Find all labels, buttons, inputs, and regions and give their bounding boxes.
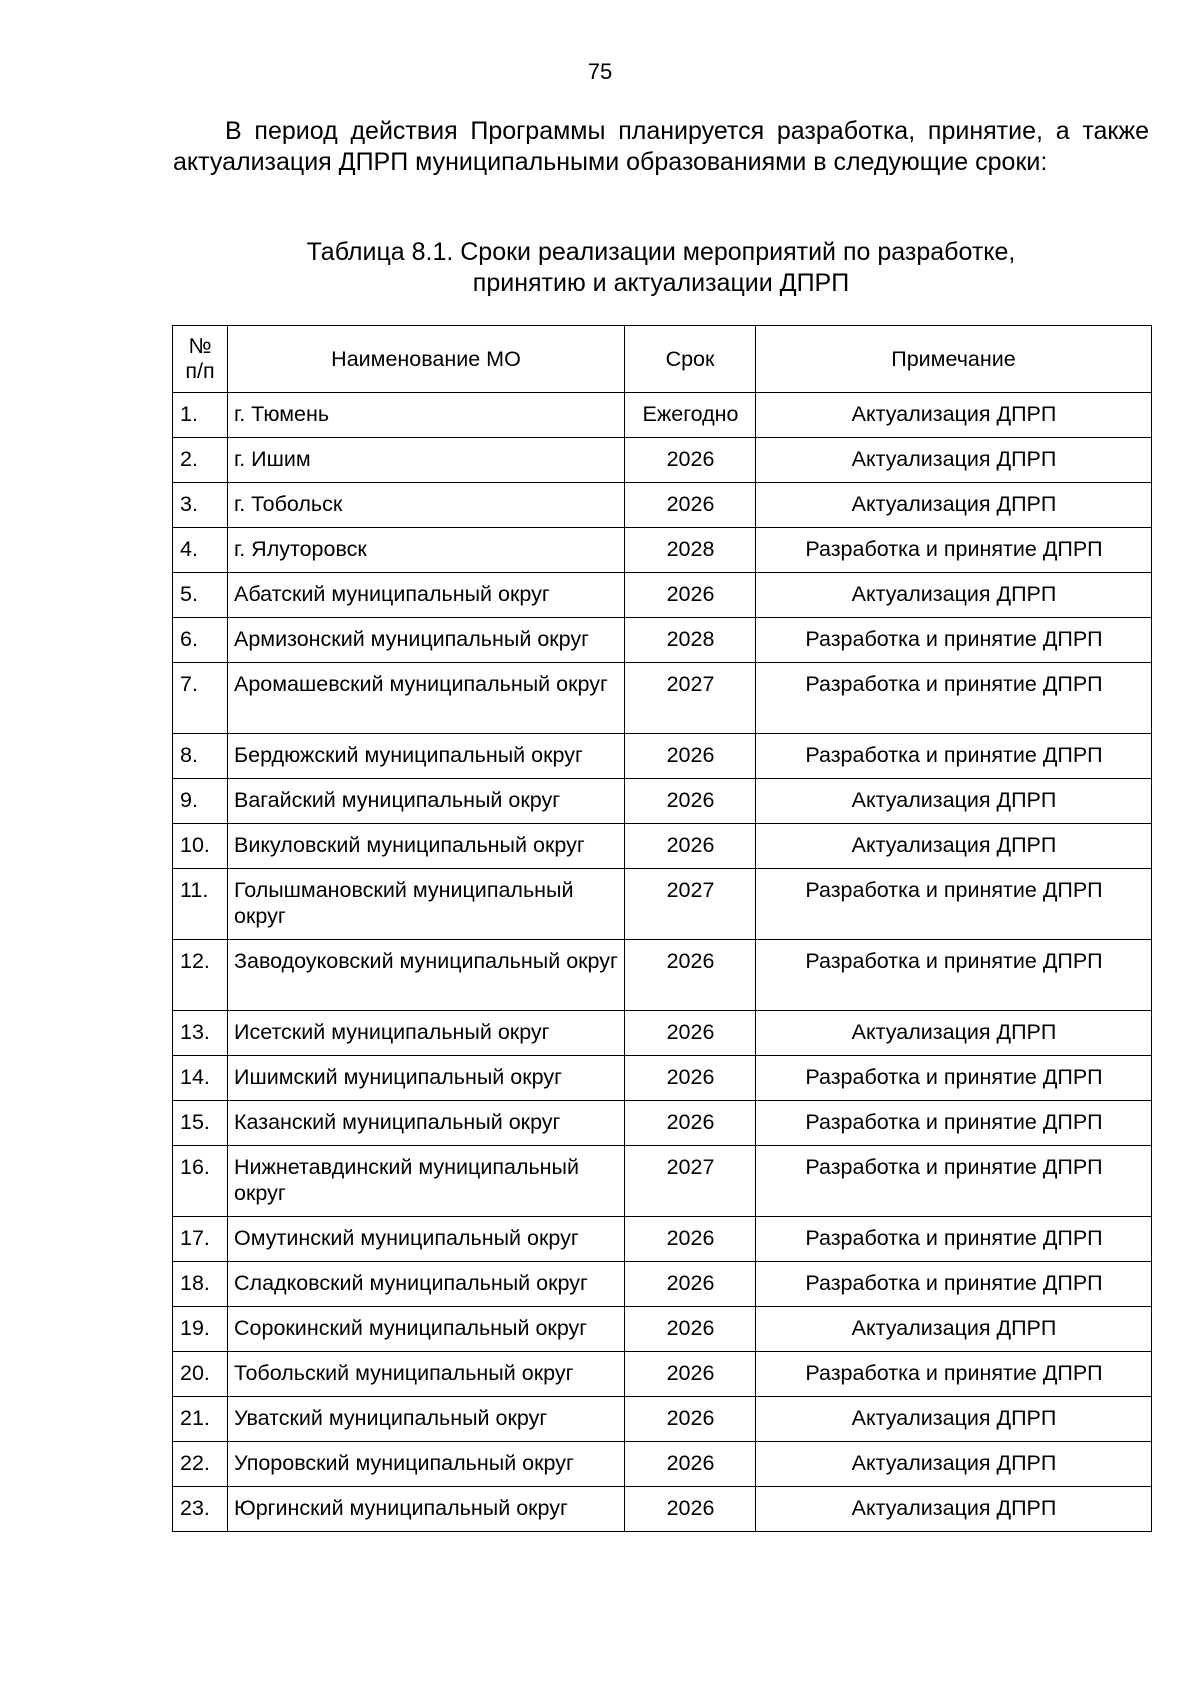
table-row <box>173 1442 1152 1487</box>
row-term: 2026 <box>625 1397 756 1442</box>
row-note: Актуализация ДПРП <box>756 1487 1152 1532</box>
table-header-row <box>173 326 1152 393</box>
row-number: 20. <box>173 1352 228 1397</box>
table-caption <box>173 237 1149 298</box>
row-term: Ежегодно <box>625 393 756 438</box>
row-term: 2026 <box>625 483 756 528</box>
table-row <box>173 1217 1152 1262</box>
table-row <box>173 1101 1152 1146</box>
row-term: 2026 <box>625 940 756 1011</box>
row-mo-name: Казанский муниципальный округ <box>228 1101 625 1146</box>
row-mo-name: Аромашевский муниципальный округ <box>228 663 625 734</box>
row-mo-name: Армизонский муниципальный округ <box>228 618 625 663</box>
row-number: 7. <box>173 663 228 734</box>
intro-paragraph: В период действия Программы планируется разработка, принятие, а также актуализация ДПРП муниципальными образованиями в следующие сроки: <box>173 117 1149 176</box>
table-row <box>173 1011 1152 1056</box>
row-note: Актуализация ДПРП <box>756 1397 1152 1442</box>
row-note: Разработка и принятие ДПРП <box>756 1146 1152 1217</box>
table-row <box>173 393 1152 438</box>
row-term: 2028 <box>625 618 756 663</box>
row-term: 2026 <box>625 573 756 618</box>
row-mo-name: Вагайский муниципальный округ <box>228 779 625 824</box>
row-term: 2028 <box>625 528 756 573</box>
row-number: 17. <box>173 1217 228 1262</box>
row-mo-name: Нижнетавдинский муниципальный округ <box>228 1146 625 1217</box>
table-caption-line-2: принятию и актуализации ДПРП <box>472 268 850 297</box>
row-number: 23. <box>173 1487 228 1532</box>
row-term: 2026 <box>625 1101 756 1146</box>
row-note: Актуализация ДПРП <box>756 393 1152 438</box>
row-number: 16. <box>173 1146 228 1217</box>
row-number: 14. <box>173 1056 228 1101</box>
row-number: 9. <box>173 779 228 824</box>
row-note: Разработка и принятие ДПРП <box>756 1101 1152 1146</box>
table-row <box>173 940 1152 1011</box>
row-term: 2026 <box>625 1487 756 1532</box>
schedule-table <box>172 325 1152 1532</box>
row-term: 2026 <box>625 1442 756 1487</box>
row-note: Актуализация ДПРП <box>756 1442 1152 1487</box>
row-mo-name: Голышмановский муниципальный округ <box>228 869 625 940</box>
row-number: 3. <box>173 483 228 528</box>
table-row <box>173 824 1152 869</box>
row-note: Актуализация ДПРП <box>756 438 1152 483</box>
row-note: Актуализация ДПРП <box>756 573 1152 618</box>
row-mo-name: г. Ялуторовск <box>228 528 625 573</box>
row-note: Разработка и принятие ДПРП <box>756 869 1152 940</box>
row-term: 2026 <box>625 779 756 824</box>
row-mo-name: Сладковский муниципальный округ <box>228 1262 625 1307</box>
row-term: 2026 <box>625 824 756 869</box>
row-mo-name: Омутинский муниципальный округ <box>228 1217 625 1262</box>
row-number: 4. <box>173 528 228 573</box>
header-number <box>173 326 228 393</box>
table-row <box>173 779 1152 824</box>
row-note: Актуализация ДПРП <box>756 1307 1152 1352</box>
table-row <box>173 1146 1152 1217</box>
row-term: 2026 <box>625 1307 756 1352</box>
table-row <box>173 663 1152 734</box>
header-note: Примечание <box>756 326 1152 393</box>
row-number: 19. <box>173 1307 228 1352</box>
table-row <box>173 438 1152 483</box>
row-term: 2026 <box>625 1262 756 1307</box>
row-note: Актуализация ДПРП <box>756 483 1152 528</box>
table-row <box>173 573 1152 618</box>
row-term: 2027 <box>625 663 756 734</box>
row-number: 8. <box>173 734 228 779</box>
row-note: Актуализация ДПРП <box>756 824 1152 869</box>
row-number: 5. <box>173 573 228 618</box>
table-row <box>173 618 1152 663</box>
header-term: Срок <box>625 326 756 393</box>
row-note: Разработка и принятие ДПРП <box>756 734 1152 779</box>
table-row <box>173 1397 1152 1442</box>
row-number: 21. <box>173 1397 228 1442</box>
table-row <box>173 1262 1152 1307</box>
header-number-abbr: п/п <box>185 359 215 383</box>
table-row <box>173 483 1152 528</box>
row-note: Разработка и принятие ДПРП <box>756 618 1152 663</box>
row-note: Разработка и принятие ДПРП <box>756 663 1152 734</box>
row-mo-name: Ишимский муниципальный округ <box>228 1056 625 1101</box>
table-body <box>173 393 1152 1532</box>
row-note: Разработка и принятие ДПРП <box>756 1262 1152 1307</box>
row-number: 22. <box>173 1442 228 1487</box>
row-mo-name: г. Тюмень <box>228 393 625 438</box>
row-mo-name: Тобольский муниципальный округ <box>228 1352 625 1397</box>
row-number: 6. <box>173 618 228 663</box>
row-mo-name: Заводоуковский муниципальный округ <box>228 940 625 1011</box>
row-mo-name: Юргинский муниципальный округ <box>228 1487 625 1532</box>
row-note: Разработка и принятие ДПРП <box>756 528 1152 573</box>
table-row <box>173 734 1152 779</box>
table-row <box>173 1487 1152 1532</box>
page-number: 75 <box>587 59 613 84</box>
row-mo-name: Исетский муниципальный округ <box>228 1011 625 1056</box>
row-term: 2027 <box>625 869 756 940</box>
table-row <box>173 1352 1152 1397</box>
row-note: Разработка и принятие ДПРП <box>756 1217 1152 1262</box>
row-number: 18. <box>173 1262 228 1307</box>
row-term: 2027 <box>625 1146 756 1217</box>
row-mo-name: Абатский муниципальный округ <box>228 573 625 618</box>
row-mo-name: г. Ишим <box>228 438 625 483</box>
row-number: 12. <box>173 940 228 1011</box>
row-number: 13. <box>173 1011 228 1056</box>
row-number: 10. <box>173 824 228 869</box>
row-term: 2026 <box>625 1352 756 1397</box>
row-note: Разработка и принятие ДПРП <box>756 1056 1152 1101</box>
row-mo-name: Уватский муниципальный округ <box>228 1397 625 1442</box>
row-note: Актуализация ДПРП <box>756 779 1152 824</box>
table-row <box>173 1307 1152 1352</box>
table-row <box>173 528 1152 573</box>
row-note: Разработка и принятие ДПРП <box>756 1352 1152 1397</box>
row-number: 2. <box>173 438 228 483</box>
row-mo-name: г. Тобольск <box>228 483 625 528</box>
row-note: Разработка и принятие ДПРП <box>756 940 1152 1011</box>
row-term: 2026 <box>625 734 756 779</box>
row-mo-name: Бердюжский муниципальный округ <box>228 734 625 779</box>
row-term: 2026 <box>625 1011 756 1056</box>
row-number: 15. <box>173 1101 228 1146</box>
row-term: 2026 <box>625 1056 756 1101</box>
row-mo-name: Викуловский муниципальный округ <box>228 824 625 869</box>
row-term: 2026 <box>625 438 756 483</box>
row-number: 1. <box>173 393 228 438</box>
table-caption-line-1: Таблица 8.1. Сроки реализации мероприятий по разработке, <box>306 238 1016 266</box>
row-mo-name: Упоровский муниципальный округ <box>228 1442 625 1487</box>
row-mo-name: Сорокинский муниципальный округ <box>228 1307 625 1352</box>
row-number: 11. <box>173 869 228 940</box>
row-note: Актуализация ДПРП <box>756 1011 1152 1056</box>
table-row <box>173 869 1152 940</box>
row-term: 2026 <box>625 1217 756 1262</box>
header-name: Наименование МО <box>228 326 625 393</box>
header-number-symbol: № <box>188 334 212 358</box>
table-row <box>173 1056 1152 1101</box>
